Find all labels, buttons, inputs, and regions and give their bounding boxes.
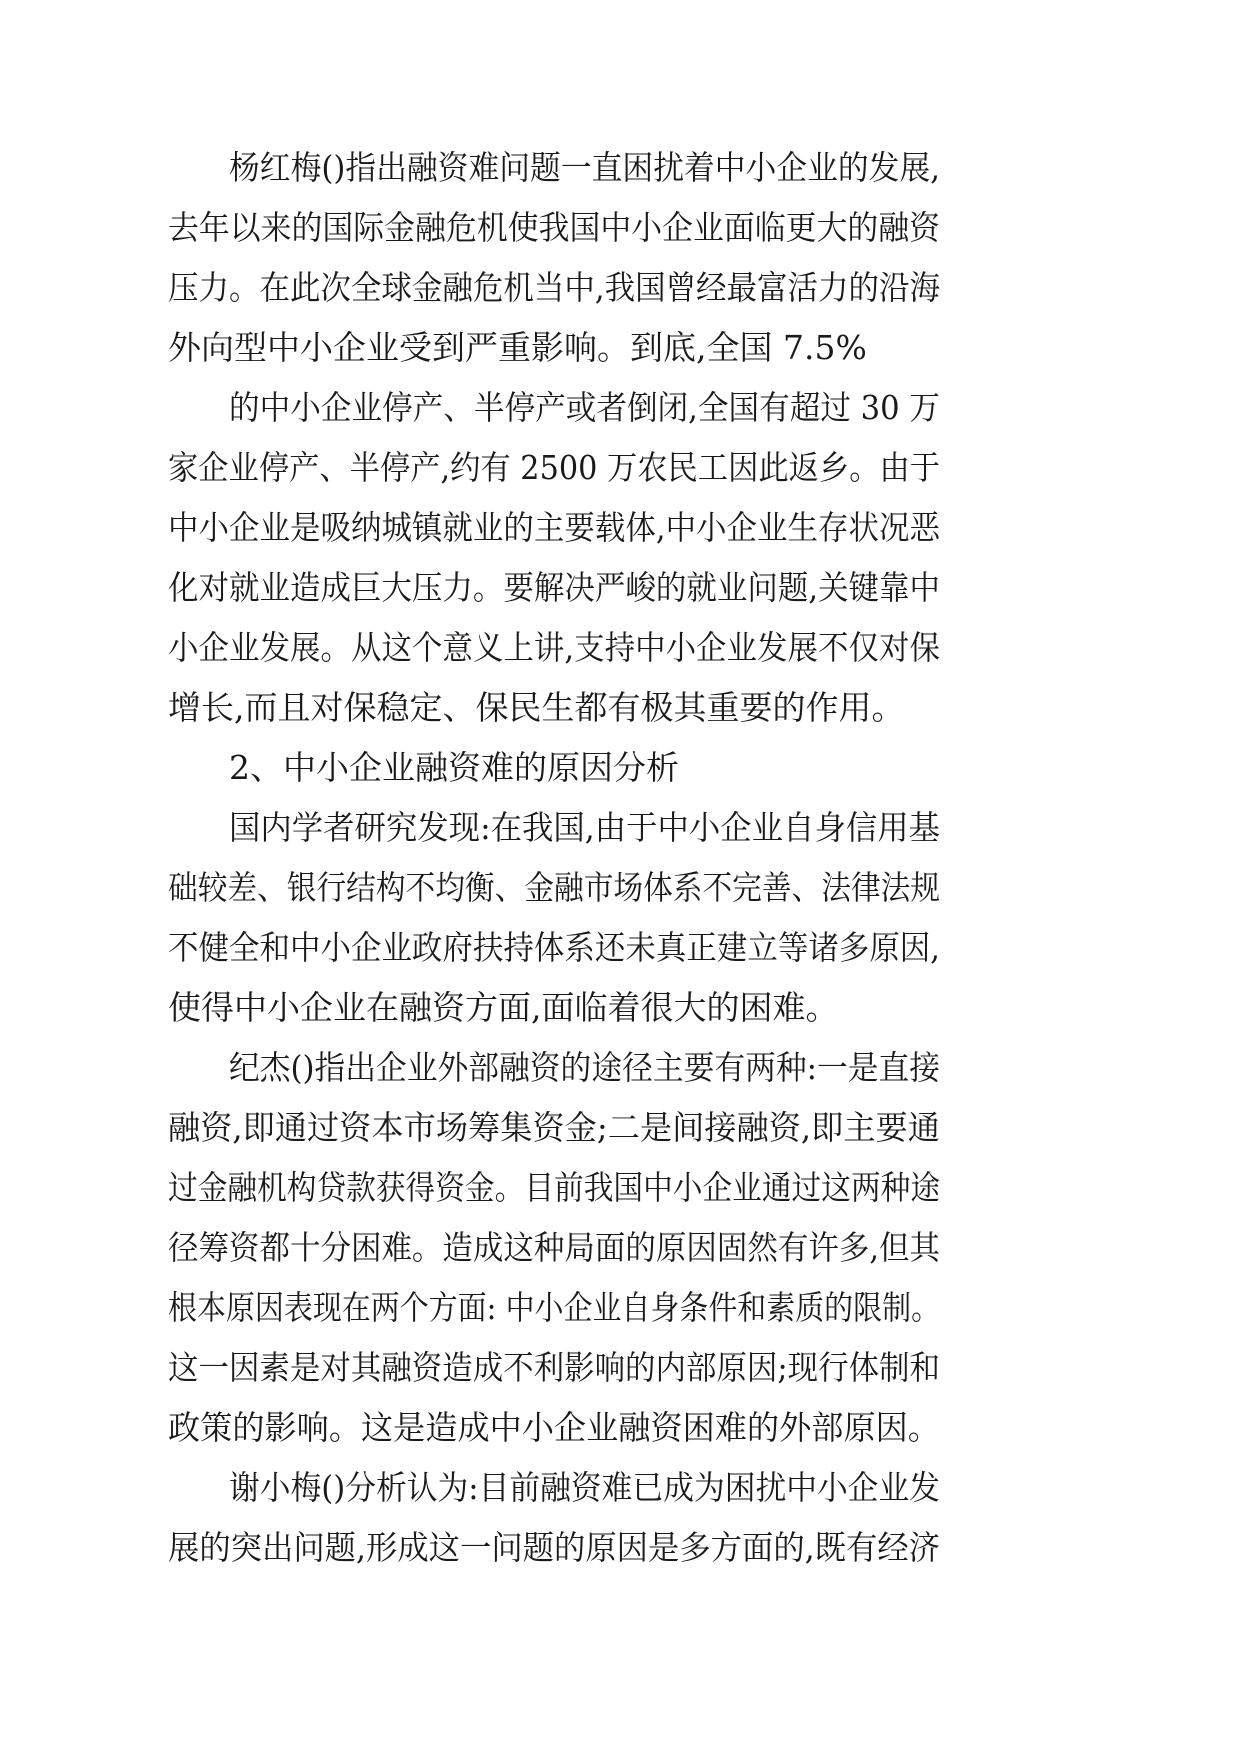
text-line: 础较差、银行结构不均衡、金融市场体系不完善、法律法规 [168, 868, 941, 907]
text-line: 中小企业是吸纳城镇就业的主要载体,中小企业生存状况恶 [168, 508, 941, 547]
text-line: 不健全和中小企业政府扶持体系还未真正建立等诸多原因, [168, 928, 941, 967]
text-line: 杨红梅()指出融资难问题一直困扰着中小企业的发展, [229, 148, 941, 187]
text-line: 去年以来的国际金融危机使我国中小企业面临更大的融资 [168, 208, 941, 247]
text-line: 融资,即通过资本市场筹集资金;二是间接融资,即主要通 [168, 1108, 940, 1147]
text-line: 使得中小企业在融资方面,面临着很大的困难。 [168, 988, 839, 1027]
text-line: 政策的影响。这是造成中小企业融资困难的外部原因。 [168, 1408, 940, 1447]
text-line: 国内学者研究发现:在我国,由于中小企业自身信用基 [229, 808, 940, 847]
text-line: 小企业发展。从这个意义上讲,支持中小企业发展不仅对保 [168, 628, 941, 667]
text-line: 的中小企业停产、半停产或者倒闭,全国有超过 30 万 [229, 388, 940, 427]
text-line: 压力。在此次全球金融危机当中,我国曾经最富活力的沿海 [168, 268, 941, 307]
text-line: 展的突出问题,形成这一问题的原因是多方面的,既有经济 [168, 1528, 941, 1567]
text-line: 家企业停产、半停产,约有 2500 万农民工因此返乡。由于 [168, 448, 941, 487]
text-line: 过金融机构贷款获得资金。目前我国中小企业通过这两种途 [168, 1168, 941, 1207]
text-line: 这一因素是对其融资造成不利影响的内部原因;现行体制和 [168, 1348, 940, 1387]
text-line: 化对就业造成巨大压力。要解决严峻的就业问题,关键靠中 [168, 568, 941, 607]
text-line: 根本原因表现在两个方面: 中小企业自身条件和素质的限制。 [168, 1288, 941, 1327]
text-line: 外向型中小企业受到严重影响。到底,全国 7.5% [168, 328, 867, 367]
text-line: 谢小梅()分析认为:目前融资难已成为困扰中小企业发 [229, 1468, 940, 1507]
text-line: 增长,而且对保稳定、保民生都有极其重要的作用。 [168, 688, 905, 727]
text-line: 纪杰()指出企业外部融资的途径主要有两种:一是直接 [229, 1048, 940, 1087]
section-heading: 2、中小企业融资难的原因分析 [229, 748, 679, 787]
text-line: 径筹资都十分困难。造成这种局面的原因固然有许多,但其 [168, 1228, 941, 1267]
